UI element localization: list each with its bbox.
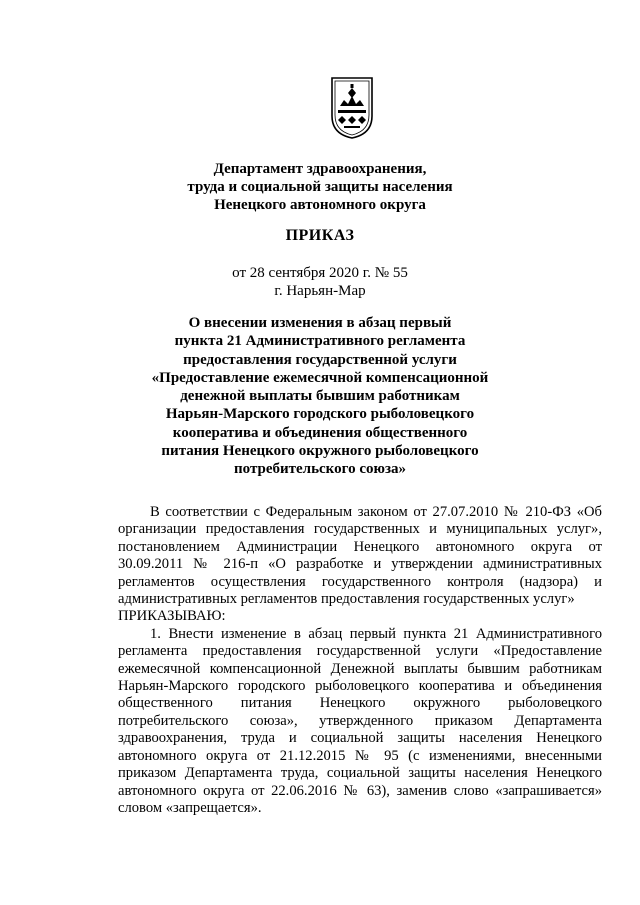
order-body xyxy=(118,504,602,817)
subject-line: предоставления государственной услуги xyxy=(183,351,457,368)
nenets-okrug-coat-of-arms-icon xyxy=(330,76,374,140)
subject-line: «Предоставление ежемесячной компенсационной xyxy=(151,369,489,386)
subject-line: Нарьян-Марского городского рыболовецкого xyxy=(165,406,475,423)
subject-line: пункта 21 Административного регламента xyxy=(174,333,466,350)
order-city: г. Нарьян-Мар xyxy=(274,283,366,299)
department-line: труда и социальной защиты населения xyxy=(187,179,453,195)
subject-line: кооператива и объединения общественного xyxy=(172,424,468,441)
department-line: Департамент здравоохранения, xyxy=(213,161,427,177)
subject-line: О внесении изменения в абзац первый xyxy=(188,315,452,331)
preamble-paragraph: В соответствии с Федеральным законом от 27.07.2010 № 210-ФЗ «Об организации предоставления государственных и муниципальных услуг», постановлением Администрации Ненецкого автономного округа от 30.09.2011 № 216-п «О разработке и утверждении административных регламентов осуществления государственного контроля (надзора) и административных регламентов предоставления государственных услуг» xyxy=(118,504,602,608)
subject-line: питания Ненецкого окружного рыболовецкого xyxy=(161,443,479,460)
department-line: Ненецкого автономного округа xyxy=(214,197,426,213)
subject-line: денежной выплаты бывшим работникам xyxy=(180,388,460,405)
order-item-1: 1. Внести изменение в абзац первый пункта 21 Административного регламента предоставления государственной услуги «Предоставление ежемесячной компенсационной Денежной выплаты бывшим работникам Нарьян-Марского городского рыболовецкого кооператива и объединения общественного питания Ненецкого окружного рыболовецкого потребительского союза», утвержденного приказом Департамента здравоохранения, труда и социальной защиты населения Ненецкого автономного округа от 21.12.2015 № 95 (с изменениями, внесенными приказом Департамента труда, социальной защиты населения Ненецкого автономного округа от 22.06.2016 № 63), заменив слово «запрашивается» словом «запрещается». xyxy=(118,625,602,816)
subject-line: потребительского союза» xyxy=(234,461,406,478)
department-name xyxy=(0,160,640,214)
order-word: ПРИКАЗЫВАЮ: xyxy=(118,608,226,625)
order-title: ПРИКАЗ xyxy=(285,227,355,244)
order-subject xyxy=(0,314,640,479)
order-meta xyxy=(0,264,640,300)
order-date: от 28 сентября 2020 г. № 55 xyxy=(232,265,408,281)
